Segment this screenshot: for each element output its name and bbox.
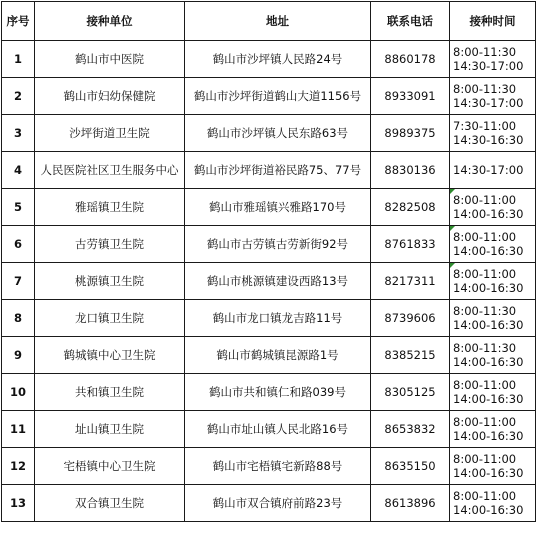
cell-phone: 8860178 [371, 41, 450, 78]
cell-address: 鹤山市双合镇府前路23号 [185, 485, 371, 522]
cell-seq: 3 [2, 115, 35, 152]
cell-unit: 宅梧镇中心卫生院 [35, 448, 185, 485]
cell-unit: 人民医院社区卫生服务中心 [35, 152, 185, 189]
header-unit: 接种单位 [35, 2, 185, 41]
cell-unit: 雅瑶镇卫生院 [35, 189, 185, 226]
cell-time [450, 263, 536, 300]
cell-seq: 9 [2, 337, 35, 374]
cell-address: 鹤山市桃源镇建设西路13号 [185, 263, 371, 300]
cell-time [450, 115, 536, 152]
time-morning: 8:00-11:00 [453, 378, 517, 392]
cell-seq: 11 [2, 411, 35, 448]
time-afternoon: 14:00-16:30 [453, 466, 524, 480]
cell-unit: 鹤山市中医院 [35, 41, 185, 78]
table-row [2, 374, 536, 411]
cell-unit: 古劳镇卫生院 [35, 226, 185, 263]
time-morning: 8:00-11:30 [453, 45, 517, 59]
time-afternoon: 14:00-16:30 [453, 318, 524, 332]
cell-unit: 鹤山市妇幼保健院 [35, 78, 185, 115]
cell-time [450, 448, 536, 485]
header-seq: 序号 [2, 2, 35, 41]
cell-time [450, 337, 536, 374]
cell-time [450, 189, 536, 226]
time-morning: 8:00-11:00 [453, 267, 517, 281]
cell-phone: 8830136 [371, 152, 450, 189]
time-afternoon: 14:00-16:30 [453, 355, 524, 369]
cell-time [450, 300, 536, 337]
cell-address: 鹤山市共和镇仁和路039号 [185, 374, 371, 411]
time-afternoon: 14:00-16:30 [453, 503, 524, 517]
cell-time [450, 152, 536, 189]
table-row [2, 189, 536, 226]
cell-seq: 8 [2, 300, 35, 337]
cell-seq: 5 [2, 189, 35, 226]
table-row [2, 226, 536, 263]
cell-time [450, 374, 536, 411]
time-afternoon: 14:30-17:00 [453, 59, 524, 73]
time-afternoon: 14:00-16:30 [453, 429, 524, 443]
time-afternoon: 14:00-16:30 [453, 392, 524, 406]
cell-phone: 8217311 [371, 263, 450, 300]
cell-unit: 沙坪街道卫生院 [35, 115, 185, 152]
cell-comment-marker [450, 189, 455, 194]
vaccination-sites-table [1, 1, 536, 522]
cell-address: 鹤山市龙口镇龙吉路11号 [185, 300, 371, 337]
cell-phone: 8739606 [371, 300, 450, 337]
cell-unit: 共和镇卫生院 [35, 374, 185, 411]
cell-unit: 址山镇卫生院 [35, 411, 185, 448]
cell-phone: 8933091 [371, 78, 450, 115]
time-morning: 8:00-11:30 [453, 341, 517, 355]
cell-phone: 8761833 [371, 226, 450, 263]
cell-seq: 4 [2, 152, 35, 189]
cell-address: 鹤山市沙坪街道裕民路75、77号 [185, 152, 371, 189]
time-morning: 8:00-11:00 [453, 415, 517, 429]
cell-time [450, 411, 536, 448]
time-morning: 8:00-11:00 [453, 452, 517, 466]
cell-seq: 1 [2, 41, 35, 78]
cell-address: 鹤山市沙坪街道鹤山大道1156号 [185, 78, 371, 115]
header-phone: 联系电话 [371, 2, 450, 41]
table-row [2, 300, 536, 337]
cell-phone: 8653832 [371, 411, 450, 448]
cell-seq: 7 [2, 263, 35, 300]
cell-address: 鹤山市沙坪镇人民路24号 [185, 41, 371, 78]
time-morning: 7:30-11:00 [453, 119, 517, 133]
cell-seq: 10 [2, 374, 35, 411]
cell-address: 鹤山市址山镇人民北路16号 [185, 411, 371, 448]
time-morning: 8:00-11:30 [453, 304, 517, 318]
table-row [2, 337, 536, 374]
time-morning: 8:00-11:00 [453, 230, 517, 244]
time-afternoon: 14:00-16:30 [453, 281, 524, 295]
cell-seq: 13 [2, 485, 35, 522]
cell-phone: 8305125 [371, 374, 450, 411]
time-morning: 8:00-11:30 [453, 82, 517, 96]
header-time: 接种时间 [450, 2, 536, 41]
table-body [2, 41, 536, 522]
table-row [2, 448, 536, 485]
table-row [2, 41, 536, 78]
time-afternoon: 14:30-17:00 [453, 96, 524, 110]
cell-unit: 桃源镇卫生院 [35, 263, 185, 300]
cell-comment-marker [450, 226, 455, 231]
time-morning: 8:00-11:00 [453, 489, 517, 503]
cell-comment-marker [450, 263, 455, 268]
table-row [2, 152, 536, 189]
cell-seq: 6 [2, 226, 35, 263]
cell-seq: 12 [2, 448, 35, 485]
cell-seq: 2 [2, 78, 35, 115]
cell-time [450, 41, 536, 78]
table-row [2, 115, 536, 152]
time-morning: 14:30-17:00 [453, 163, 524, 177]
cell-address: 鹤山市雅瑶镇兴雅路170号 [185, 189, 371, 226]
cell-address: 鹤山市鹤城镇昆源路1号 [185, 337, 371, 374]
cell-time [450, 78, 536, 115]
cell-phone: 8635150 [371, 448, 450, 485]
time-afternoon: 14:00-16:30 [453, 207, 524, 221]
cell-address: 鹤山市沙坪镇人民东路63号 [185, 115, 371, 152]
cell-unit: 双合镇卫生院 [35, 485, 185, 522]
cell-phone: 8613896 [371, 485, 450, 522]
cell-unit: 鹤城镇中心卫生院 [35, 337, 185, 374]
cell-time [450, 485, 536, 522]
table-row [2, 411, 536, 448]
cell-address: 鹤山市宅梧镇宅新路88号 [185, 448, 371, 485]
table-header-row [2, 2, 536, 41]
table-row [2, 485, 536, 522]
time-afternoon: 14:00-16:30 [453, 244, 524, 258]
header-address: 地址 [185, 2, 371, 41]
cell-phone: 8282508 [371, 189, 450, 226]
cell-time [450, 226, 536, 263]
cell-unit: 龙口镇卫生院 [35, 300, 185, 337]
cell-phone: 8385215 [371, 337, 450, 374]
time-afternoon: 14:30-16:30 [453, 133, 524, 147]
cell-phone: 8989375 [371, 115, 450, 152]
time-morning: 8:00-11:00 [453, 193, 517, 207]
table-row [2, 78, 536, 115]
table-row [2, 263, 536, 300]
cell-address: 鹤山市古劳镇古劳新街92号 [185, 226, 371, 263]
